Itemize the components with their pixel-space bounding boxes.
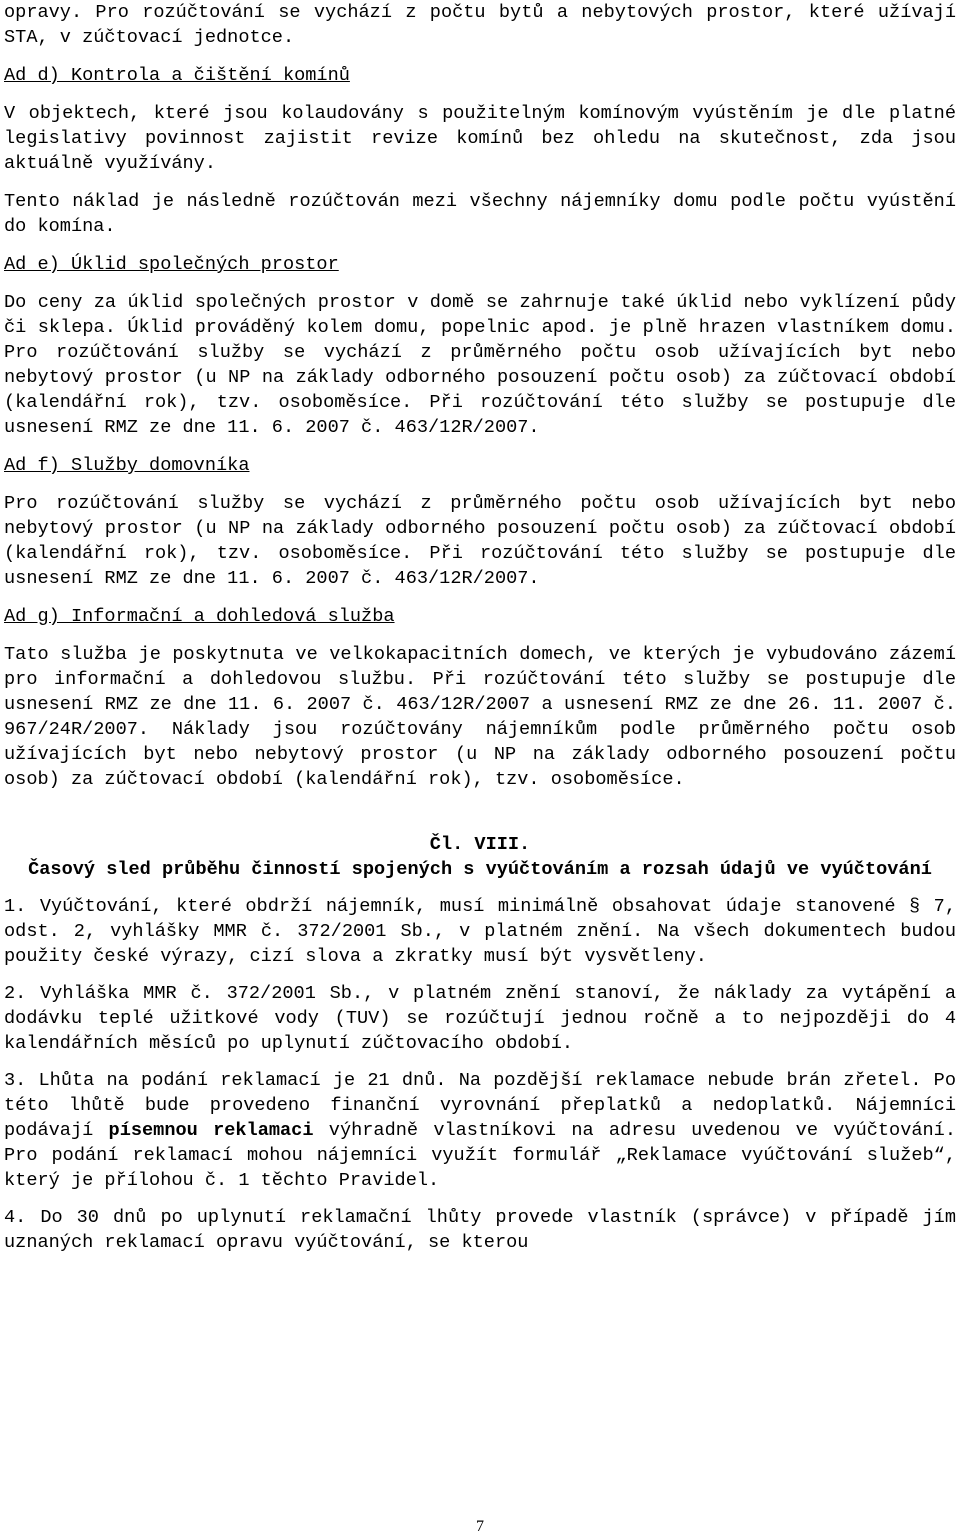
page-number: 7 [476, 1518, 484, 1535]
list-item-3-text-end: výhradně vlastníkovi na adresu uvedenou ve vyúčtování. Pro podání reklamací mohou nájemníci využít formulář „Reklamace vyúčtování služeb“, který je přílohou č. 1 těchto Pravidel. [4, 1120, 956, 1191]
list-item-4: 4. Do 30 dnů po uplynutí reklamační lhůty provede vlastník (správce) v případě jím uznaných reklamací opravu vyúčtování, se kterou [4, 1207, 956, 1253]
paragraph-g: Tato služba je poskytnuta ve velkokapacitních domech, ve kterých je vybudováno zázemí pro informační a dohledovou službu. Při rozúčtování této služby se postupuje dle usnesení RMZ ze dne 11. 6. 2007 č. 463/12R/2007 a usnesení RMZ ze dne 26. 11. 2007 č. 967/24R/2007. Náklady jsou rozúčtovány nájemníkům podle průměrného počtu osob užívajících byt nebo nebytový prostor (u NP na základy odborného posouzení počtu osob) za zúčtovací období (kalendářní rok), tzv. osoboměsíce. [4, 644, 956, 790]
intro-paragraph: opravy. Pro rozúčtování se vychází z počtu bytů a nebytových prostor, které užívají STA, v zúčtovací jednotce. [4, 2, 956, 48]
article-title: Časový sled průběhu činností spojených s vyúčtováním a rozsah údajů ve vyúčtování [28, 859, 932, 880]
paragraph-f: Pro rozúčtování služby se vychází z průměrného počtu osob užívajících byt nebo nebytový prostor (u NP na základy odborného posouzení počtu osob) za zúčtovací období (kalendářní rok), tzv. osoboměsíce. Při rozúčtování této služby se postupuje dle usnesení RMZ ze dne 11. 6. 2007 č. 463/12R/2007. [4, 493, 956, 589]
document-page [4, 0, 956, 1255]
section-heading-f: Ad f) Služby domovníka [4, 455, 250, 476]
section-heading-e: Ad e) Úklid společných prostor [4, 254, 339, 275]
list-item-3-bold-text: písemnou reklamaci [108, 1120, 314, 1141]
paragraph-d-1: V objektech, které jsou kolaudovány s použitelným komínovým vyústěním je dle platné legislativy povinnost zajistit revize komínů bez ohledu na skutečnost, zda jsou aktuálně využívány. [4, 103, 956, 174]
section-heading-d: Ad d) Kontrola a čištění komínů [4, 65, 350, 86]
list-item-2: 2. Vyhláška MMR č. 372/2001 Sb., v platném znění stanoví, že náklady za vytápění a dodávku teplé užitkové vody (TUV) se rozúčtují jednou ročně a to nejpozději do 4 kalendářních měsíců po uplynutí zúčtovacího období. [4, 983, 956, 1054]
article-number: Čl. VIII. [429, 834, 531, 855]
section-heading-g: Ad g) Informační a dohledová služba [4, 606, 395, 627]
paragraph-d-2: Tento náklad je následně rozúčtován mezi všechny nájemníky domu podle počtu vyústění do komína. [4, 191, 956, 237]
list-item-3 [4, 1068, 956, 1193]
list-item-3-text-start: 3. Lhůta na podání reklamací je 21 dnů. Na pozdější reklamace nebude brán zřetel. Po této lhůtě bude provedeno finanční vyrovnání přeplatků a nedoplatků. Nájemníci podávají [4, 1070, 956, 1141]
list-item-1: 1. Vyúčtování, které obdrží nájemník, musí minimálně obsahovat údaje stanovené § 7, odst. 2, vyhlášky MMR č. 372/2001 Sb., v platném znění. Na všech dokumentech budou použity české výrazy, cizí slova a zkratky musí být vysvětleny. [4, 896, 956, 967]
paragraph-e: Do ceny za úklid společných prostor v domě se zahrnuje také úklid nebo vyklízení půdy či sklepa. Úklid prováděný kolem domu, popelnic apod. je plně hrazen vlastníkem domu. Pro rozúčtování služby se vychází z průměrného počtu osob užívajících byt nebo nebytový prostor (u NP na základy odborného posouzení počtu osob) za zúčtovací období (kalendářní rok), tzv. osoboměsíce. Při rozúčtování této služby se postupuje dle usnesení RMZ ze dne 11. 6. 2007 č. 463/12R/2007. [4, 292, 956, 438]
